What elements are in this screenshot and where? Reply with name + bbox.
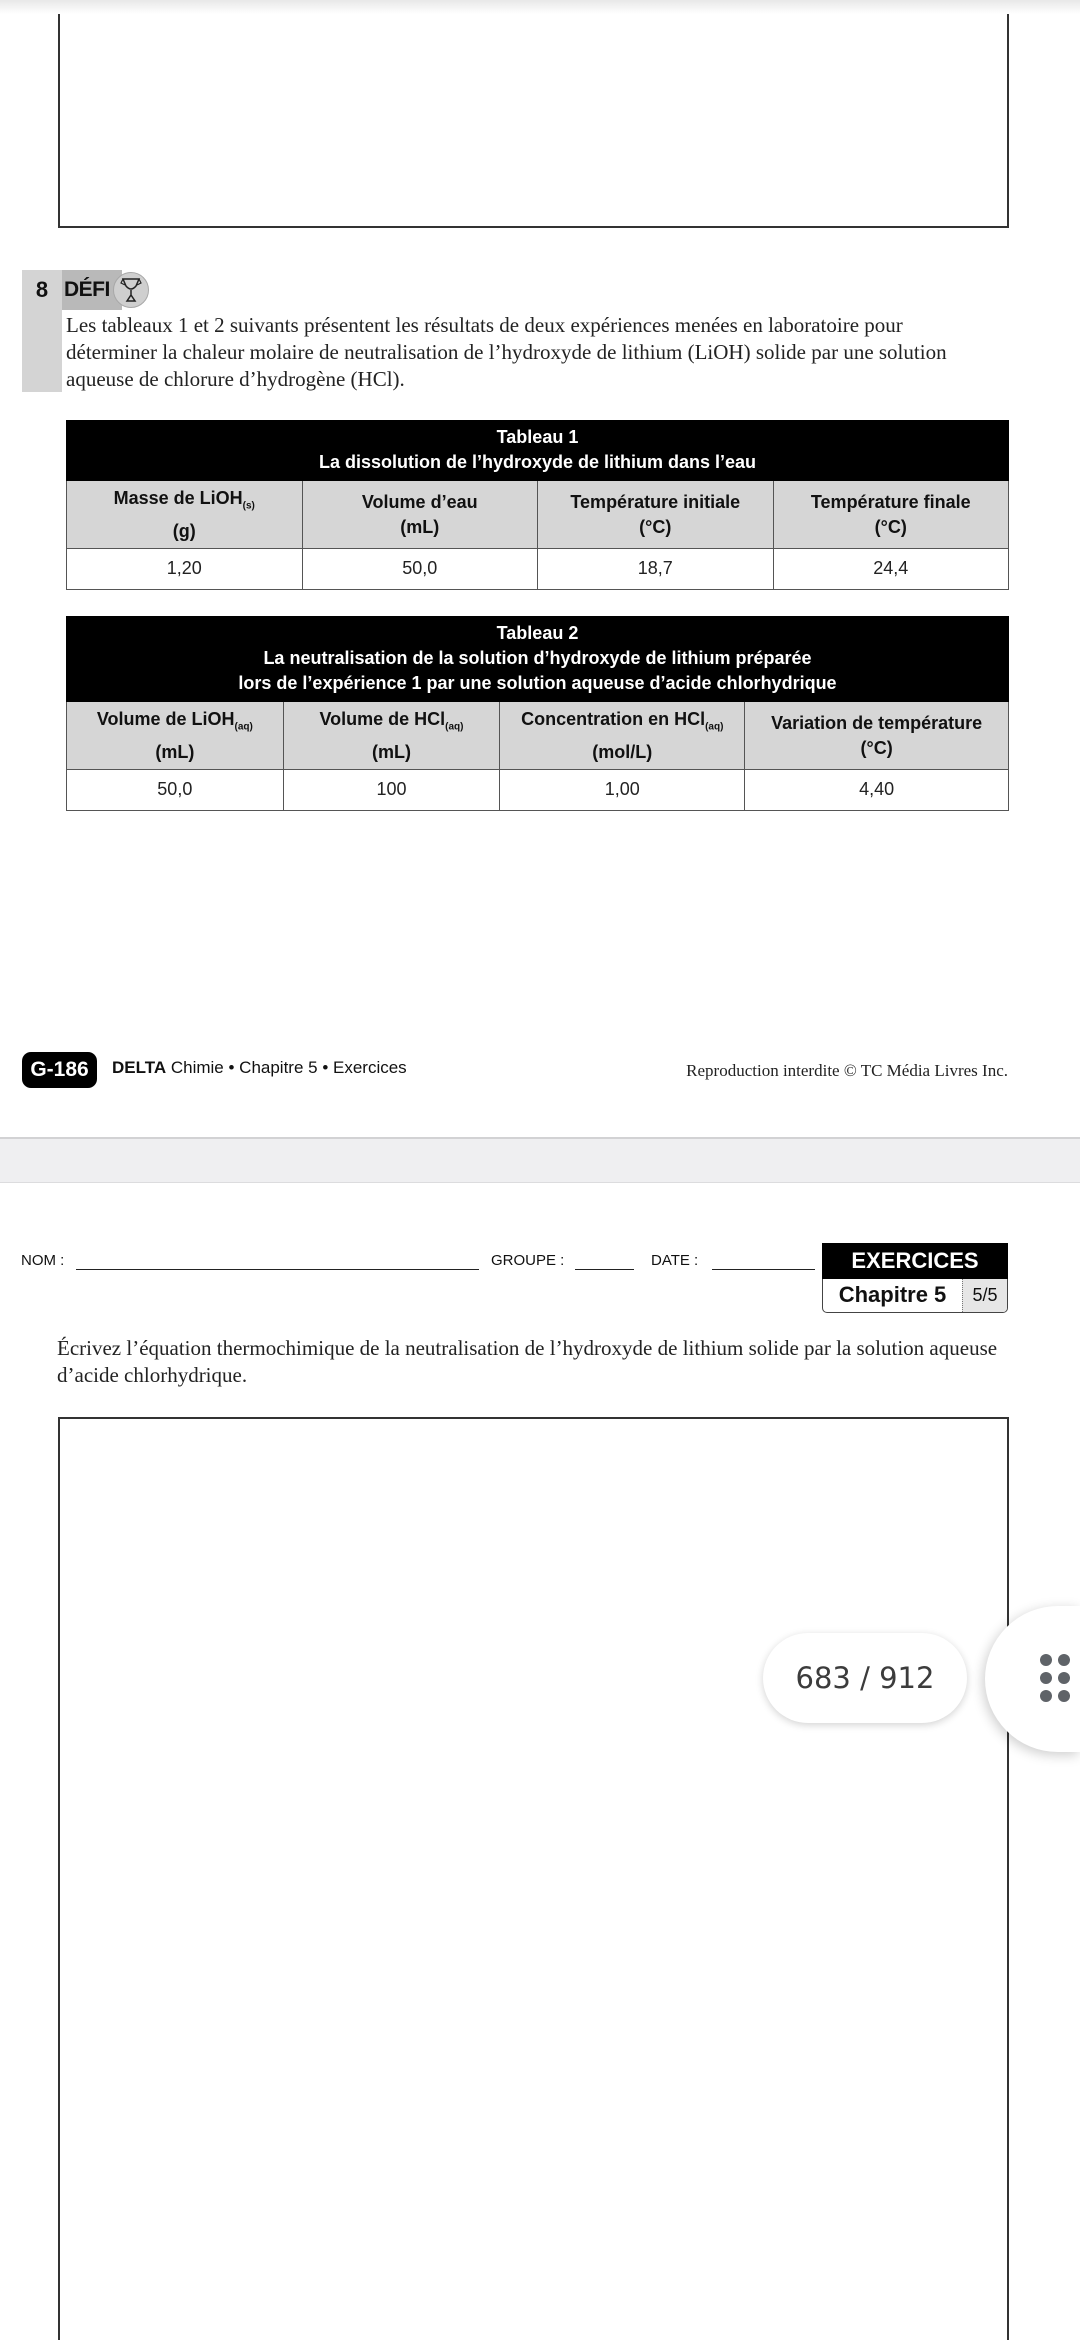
exercises-tag-title: EXERCICES [822, 1243, 1008, 1279]
table-2-subtitle-1: La neutralisation de la solution d’hydroxyde de lithium préparée [263, 648, 812, 668]
groupe-field[interactable] [575, 1269, 634, 1270]
footer-copyright: Reproduction interdite © TC Média Livres Inc. [686, 1061, 1008, 1080]
exercise-title: DÉFI [64, 278, 110, 301]
page-separator [0, 1137, 1080, 1183]
document-page-1 [0, 0, 1080, 1137]
page-number-badge: G-186 [22, 1052, 97, 1088]
exercise-intro: Les tableaux 1 et 2 suivants présentent les résultats de deux expériences menées en laboratoire pour déterminer la chaleur molaire de neutralisation de l’hydroxyde de lithium (LiOH) solide par une solution aqueuse de chlorure d’hydrogène (HCl). [66, 313, 947, 391]
table-1-subtitle: La dissolution de l’hydroxyde de lithium dans l’eau [318, 452, 757, 472]
table-2-caption [67, 617, 1009, 702]
table-row [67, 548, 1009, 589]
table-2-header-hcl-volume: Volume de HCl$_{(aq)}$ (mL) [283, 702, 500, 770]
exercises-tag-fraction: 5/5 [962, 1279, 1007, 1312]
question-text: Écrivez l’équation thermochimique de la neutralisation de l’hydroxyde de lithium solide par la solution aqueuse d’acide chlorhydrique. [57, 1336, 998, 1387]
exercises-tag-chapter: Chapitre 5 [838, 1282, 947, 1307]
table-1-caption [67, 421, 1009, 481]
answer-box[interactable] [58, 1417, 1009, 2340]
exercises-tag [822, 1243, 1008, 1313]
table-2-header-lioh-volume: Volume de LiOH$_{(aq)}$ (mL) [67, 702, 284, 770]
grid-dots-icon [1040, 1654, 1074, 1704]
table-row [67, 769, 1009, 810]
exercise-number: 8 [35, 277, 49, 302]
table-1-header-mass: Masse de LiOH$_{(s)}$ (g) [67, 481, 303, 549]
table-2-title: Tableau 2 [496, 623, 579, 643]
table-cell: 50,0 [67, 769, 284, 810]
table-1-header-final-temp: Température finale (°C) [773, 481, 1009, 549]
footer-breadcrumb: DELTA Chimie • Chapitre 5 • Exercices [112, 1058, 407, 1077]
table-1-header-water-volume: Volume d’eau (mL) [302, 481, 538, 549]
nom-field[interactable] [76, 1269, 479, 1270]
table-cell: 4,40 [745, 769, 1009, 810]
trophy-icon [113, 272, 149, 308]
table-1 [66, 420, 1009, 590]
groupe-label: GROUPE : [491, 1252, 565, 1269]
table-cell: 100 [283, 769, 500, 810]
date-label: DATE : [651, 1252, 699, 1269]
table-2-header-temp-variation: Variation de température (°C) [745, 702, 1009, 770]
top-shadow [0, 0, 1080, 14]
table-2 [66, 616, 1009, 811]
page-counter: 683 / 912 [763, 1633, 967, 1723]
table-cell: 24,4 [773, 548, 1009, 589]
table-cell: 1,20 [67, 548, 303, 589]
table-cell: 18,7 [538, 548, 774, 589]
table-2-header-hcl-concentration: Concentration en HCl$_{(aq)}$ (mol/L) [500, 702, 745, 770]
table-2-header-row [67, 702, 1009, 770]
table-1-title: Tableau 1 [496, 427, 579, 447]
nom-label: NOM : [21, 1252, 65, 1269]
answer-box-previous[interactable] [58, 0, 1009, 228]
table-cell: 50,0 [302, 548, 538, 589]
table-2-subtitle-2: lors de l’expérience 1 par une solution aqueuse d’acide chlorhydrique [238, 673, 837, 693]
table-1-header-row [67, 481, 1009, 549]
table-cell: 1,00 [500, 769, 745, 810]
table-1-header-initial-temp: Température initiale (°C) [538, 481, 774, 549]
date-field[interactable] [712, 1269, 815, 1270]
